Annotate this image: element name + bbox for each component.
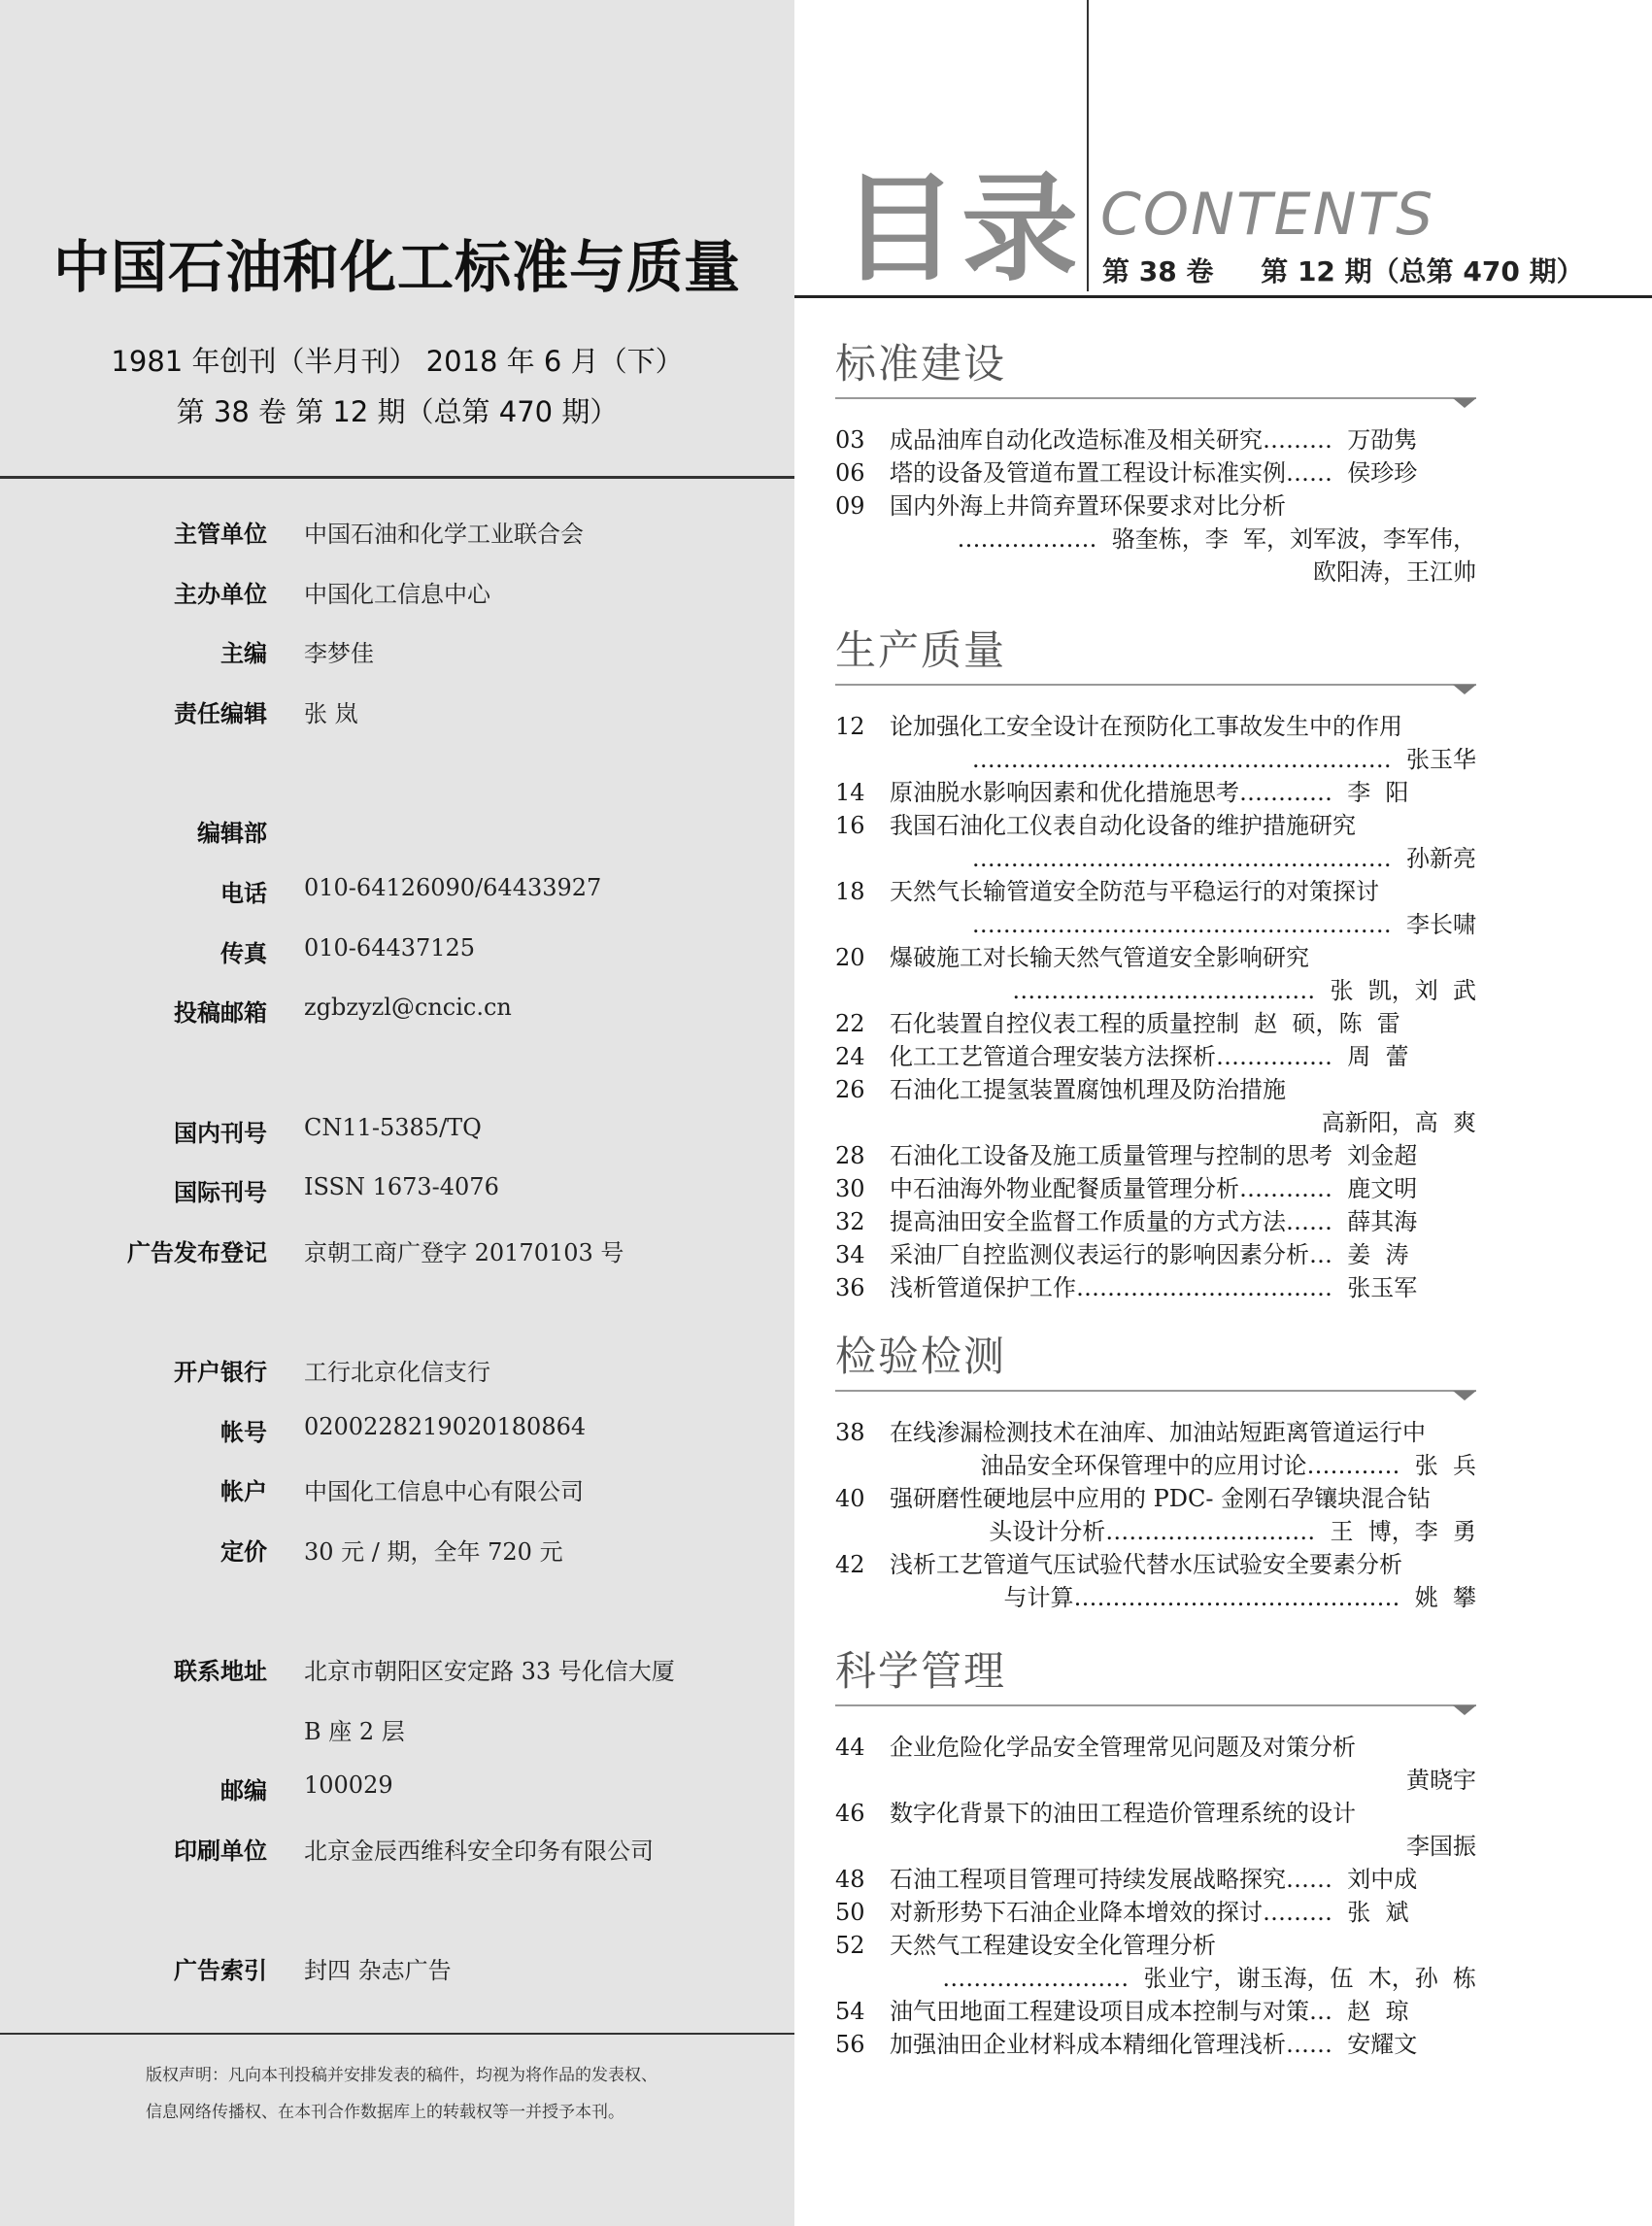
page-number: 14 xyxy=(835,779,865,806)
toc-entry[interactable] xyxy=(835,1172,1476,1205)
info-label: 广告索引 xyxy=(174,1957,267,1984)
section-title: 检验检测 xyxy=(835,1332,1007,1380)
info-value: 张 岚 xyxy=(304,700,358,727)
page-number: 48 xyxy=(835,1866,865,1893)
page-number: 18 xyxy=(835,878,865,905)
info-value: 工行北京化信支行 xyxy=(304,1359,490,1386)
entry-authors: 李国振 xyxy=(1406,1833,1476,1860)
info-value: 010-64126090/64433927 xyxy=(304,874,602,901)
info-value: CN11-5385/TQ xyxy=(304,1114,482,1141)
entry-authors: …………………… 张业宁，谢玉海，伍 木，孙 栋 xyxy=(942,1965,1476,1992)
info-row xyxy=(0,1413,794,1452)
info-row xyxy=(0,1472,794,1511)
info-row xyxy=(0,575,794,614)
page-number: 38 xyxy=(835,1419,865,1446)
info-row xyxy=(0,634,794,673)
info-value: 北京市朝阳区安定路 33 号化信大厦 xyxy=(304,1658,675,1685)
page-number: 09 xyxy=(835,492,865,520)
toc-entry[interactable] xyxy=(835,1731,1476,1797)
info-label: 印刷单位 xyxy=(174,1838,267,1865)
entry-title: 提高油田安全监督工作质量的方式方法…… 薛其海 xyxy=(890,1208,1418,1235)
page-number: 30 xyxy=(835,1175,865,1202)
divider xyxy=(794,295,1652,298)
info-label: 主管单位 xyxy=(174,521,267,548)
info-label: 联系地址 xyxy=(174,1658,267,1685)
page-number: 32 xyxy=(835,1208,865,1235)
toc-entry[interactable] xyxy=(835,1205,1476,1238)
entry-title: 塔的设备及管道布置工程设计标准实例…… 侯珍珍 xyxy=(890,459,1418,487)
section-rule xyxy=(835,1385,1476,1395)
info-value: 100029 xyxy=(304,1771,393,1799)
toc-entry[interactable] xyxy=(835,1548,1476,1614)
section-rule xyxy=(835,392,1476,402)
entry-authors: 头设计分析……………………… 王 博，李 勇 xyxy=(989,1518,1476,1545)
left-panel xyxy=(0,0,794,2226)
entry-title: 中石油海外物业配餐质量管理分析………… 鹿文明 xyxy=(890,1175,1418,1202)
info-value: 30 元 / 期，全年 720 元 xyxy=(304,1538,563,1566)
toc-entry[interactable] xyxy=(835,875,1476,941)
entry-authors: 欧阳涛，王江帅 xyxy=(1313,558,1476,586)
entry-title: 天然气长输管道安全防范与平稳运行的对策探讨 xyxy=(890,878,1379,905)
toc-entry[interactable] xyxy=(835,941,1476,1007)
divider xyxy=(0,476,794,479)
toc-entry[interactable] xyxy=(835,1995,1476,2028)
toc-entry[interactable] xyxy=(835,1007,1476,1040)
info-label: 邮编 xyxy=(220,1777,267,1804)
info-value: 京朝工商广登字 20170103 号 xyxy=(304,1239,624,1266)
copyright-line: 信息网络传播权、在本刊合作数据库上的转载权等一并授予本刊。 xyxy=(146,2103,624,2122)
info-value: zgbzyzl@cncic.cn xyxy=(304,994,512,1021)
info-label: 主办单位 xyxy=(174,581,267,608)
entry-title: 我国石油化工仪表自动化设备的维护措施研究 xyxy=(890,812,1356,839)
entry-title: 对新形势下石油企业降本增效的探讨……… 张 斌 xyxy=(890,1899,1409,1926)
entry-authors: ……………………………………………… 李长啸 xyxy=(971,911,1476,938)
info-row xyxy=(0,1353,794,1392)
toc-section xyxy=(835,626,1476,1304)
info-row xyxy=(0,934,794,973)
info-value: 封四 杂志广告 xyxy=(304,1957,452,1984)
entry-title: 企业危险化学品安全管理常见问题及对策分析 xyxy=(890,1734,1356,1761)
info-label: 电话 xyxy=(220,880,267,907)
info-row xyxy=(0,874,794,913)
copyright-notice xyxy=(146,2057,748,2131)
header-divider xyxy=(1087,0,1089,291)
entry-title: 化工工艺管道合理安装方法探析…………… 周 蕾 xyxy=(890,1043,1409,1070)
page-number: 50 xyxy=(835,1899,865,1926)
page-number: 12 xyxy=(835,713,865,740)
toc-entry[interactable] xyxy=(835,1482,1476,1548)
contents-issue: 第 38 卷 第 12 期（总第 470 期） xyxy=(1102,255,1584,287)
info-label: 帐户 xyxy=(220,1478,267,1505)
toc-entry[interactable] xyxy=(835,1797,1476,1863)
entry-authors: ……………………………………………… 孙新亮 xyxy=(971,845,1476,872)
toc-section xyxy=(835,340,1476,589)
toc-entry[interactable] xyxy=(835,2028,1476,2061)
section-title: 科学管理 xyxy=(835,1647,1007,1695)
toc-entry[interactable] xyxy=(835,423,1476,456)
volume-issue: 第 38 卷 第 12 期（总第 470 期） xyxy=(176,395,619,428)
page-number: 36 xyxy=(835,1274,865,1301)
toc-entry[interactable] xyxy=(835,710,1476,776)
page-number: 34 xyxy=(835,1241,865,1268)
entry-authors: ……………………………………………… 张玉华 xyxy=(971,746,1476,773)
info-label: 投稿邮箱 xyxy=(174,999,267,1027)
toc-entry[interactable] xyxy=(835,1073,1476,1139)
journal-title: 中国石油和化工标准与质量 xyxy=(52,234,741,300)
info-row xyxy=(0,1233,794,1272)
page-number: 22 xyxy=(835,1010,865,1037)
founding-and-date: 1981 年创刊（半月刊） 2018 年 6 月（下） xyxy=(111,345,684,378)
entry-title: 采油厂自控监测仪表运行的影响因素分析… 姜 涛 xyxy=(890,1241,1409,1268)
toc-entry[interactable] xyxy=(835,489,1476,589)
contents-heading: 目录 xyxy=(841,162,1082,297)
toc-entry[interactable] xyxy=(835,809,1476,875)
page-number: 54 xyxy=(835,1998,865,2025)
info-row xyxy=(0,1173,794,1212)
section-title: 标准建设 xyxy=(835,340,1007,388)
toc-entry[interactable] xyxy=(835,1863,1476,1896)
page-number: 24 xyxy=(835,1043,865,1070)
entry-title: 在线渗漏检测技术在油库、加油站短距离管道运行中 xyxy=(890,1419,1426,1446)
toc-entry[interactable] xyxy=(835,1040,1476,1073)
info-row xyxy=(0,1832,794,1871)
triangle-marker-icon xyxy=(1453,1705,1476,1715)
page-number: 56 xyxy=(835,2031,865,2058)
info-value: 中国石油和化学工业联合会 xyxy=(304,521,584,548)
info-label: 编辑部 xyxy=(197,820,267,847)
entry-title: 国内外海上井筒弃置环保要求对比分析 xyxy=(890,492,1286,520)
info-value: ISSN 1673-4076 xyxy=(304,1173,499,1200)
info-label: 责任编辑 xyxy=(174,700,267,727)
info-label: 传真 xyxy=(220,940,267,967)
section-rule xyxy=(835,1700,1476,1709)
info-value: 北京金辰西维科安全印务有限公司 xyxy=(304,1838,654,1865)
entry-title: 原油脱水影响因素和优化措施思考………… 李 阳 xyxy=(890,779,1409,806)
info-label: 主编 xyxy=(220,640,267,667)
copyright-line: 版权声明：凡向本刊投稿并安排发表的稿件，均视为将作品的发表权、 xyxy=(146,2066,657,2085)
page-number: 16 xyxy=(835,812,865,839)
info-row xyxy=(0,1114,794,1153)
entry-title: 石油化工设备及施工质量管理与控制的思考 刘金超 xyxy=(890,1142,1418,1169)
entry-authors: 与计算…………………………………… 姚 攀 xyxy=(1003,1584,1476,1611)
info-label: 帐号 xyxy=(220,1419,267,1446)
info-label: 定价 xyxy=(220,1538,267,1566)
entry-title: 石油化工提氢装置腐蚀机理及防治措施 xyxy=(890,1076,1286,1103)
page-number: 03 xyxy=(835,426,865,454)
info-label: 广告发布登记 xyxy=(127,1239,267,1266)
toc-section xyxy=(835,1647,1476,2061)
triangle-marker-icon xyxy=(1453,685,1476,694)
toc-entry[interactable] xyxy=(835,1139,1476,1172)
page-number: 52 xyxy=(835,1932,865,1959)
info-row xyxy=(0,694,794,733)
info-row xyxy=(0,1951,794,1990)
info-label: 国际刊号 xyxy=(174,1179,267,1206)
toc-entry[interactable] xyxy=(835,1271,1476,1304)
entry-title: 强研磨性硬地层中应用的 PDC- 金刚石孕镶块混合钻 xyxy=(890,1485,1432,1512)
page-number: 44 xyxy=(835,1734,865,1761)
toc-section xyxy=(835,1332,1476,1614)
toc-entry[interactable] xyxy=(835,1896,1476,1929)
entry-title: 石油工程项目管理可持续发展战略探究…… 刘中成 xyxy=(890,1866,1418,1893)
entry-title: 浅析管道保护工作…………………………… 张玉军 xyxy=(890,1274,1418,1301)
entry-title: 油气田地面工程建设项目成本控制与对策… 赵 琼 xyxy=(890,1998,1409,2025)
entry-title: 天然气工程建设安全化管理分析 xyxy=(890,1932,1216,1959)
entry-authors: 油品安全环保管理中的应用讨论………… 张 兵 xyxy=(980,1452,1476,1479)
page-number: 26 xyxy=(835,1076,865,1103)
entry-authors: 高新阳，高 爽 xyxy=(1321,1109,1476,1136)
entry-title: 数字化背景下的油田工程造价管理系统的设计 xyxy=(890,1800,1356,1827)
section-title: 生产质量 xyxy=(835,626,1007,674)
toc-entry[interactable] xyxy=(835,456,1476,489)
info-value: 0200228219020180864 xyxy=(304,1413,587,1440)
entry-authors: ……………… 骆奎栋，李 军，刘军波，李军伟， xyxy=(957,525,1476,553)
info-value: 李梦佳 xyxy=(304,640,374,667)
toc-entry[interactable] xyxy=(835,1238,1476,1271)
toc-entry[interactable] xyxy=(835,1929,1476,1995)
info-row xyxy=(0,814,794,853)
info-row xyxy=(0,1533,794,1571)
triangle-marker-icon xyxy=(1453,398,1476,408)
toc-entry[interactable] xyxy=(835,1416,1476,1482)
info-row xyxy=(0,1712,794,1751)
page-number: 46 xyxy=(835,1800,865,1827)
info-value: B 座 2 层 xyxy=(304,1718,405,1745)
info-row xyxy=(0,515,794,554)
info-label: 开户银行 xyxy=(174,1359,267,1386)
toc-entry[interactable] xyxy=(835,776,1476,809)
page-number: 20 xyxy=(835,944,865,971)
info-label: 国内刊号 xyxy=(174,1120,267,1147)
info-value: 中国化工信息中心有限公司 xyxy=(304,1478,584,1505)
entry-title: 爆破施工对长输天然气管道安全影响研究 xyxy=(890,944,1309,971)
entry-title: 石化装置自控仪表工程的质量控制 赵 硕，陈 雷 xyxy=(890,1010,1400,1037)
info-row xyxy=(0,994,794,1032)
entry-title: 论加强化工安全设计在预防化工事故发生中的作用 xyxy=(890,713,1402,740)
page-number: 28 xyxy=(835,1142,865,1169)
page-number: 42 xyxy=(835,1551,865,1578)
entry-title: 成品油库自动化改造标准及相关研究……… 万劭隽 xyxy=(890,426,1418,454)
entry-title: 浅析工艺管道气压试验代替水压试验安全要素分析 xyxy=(890,1551,1402,1578)
info-row xyxy=(0,1652,794,1691)
info-row xyxy=(0,1771,794,1810)
contents-heading-en: CONTENTS xyxy=(1100,181,1435,249)
entry-title: 加强油田企业材料成本精细化管理浅析…… 安耀文 xyxy=(890,2031,1418,2058)
page-number: 40 xyxy=(835,1485,865,1512)
info-value: 010-64437125 xyxy=(304,934,476,961)
info-value: 中国化工信息中心 xyxy=(304,581,490,608)
divider xyxy=(0,2033,794,2035)
entry-authors: ………………………………… 张 凯，刘 武 xyxy=(1012,977,1476,1004)
page-number: 06 xyxy=(835,459,865,487)
entry-authors: 黄晓宇 xyxy=(1406,1767,1476,1794)
triangle-marker-icon xyxy=(1453,1391,1476,1400)
section-rule xyxy=(835,679,1476,689)
